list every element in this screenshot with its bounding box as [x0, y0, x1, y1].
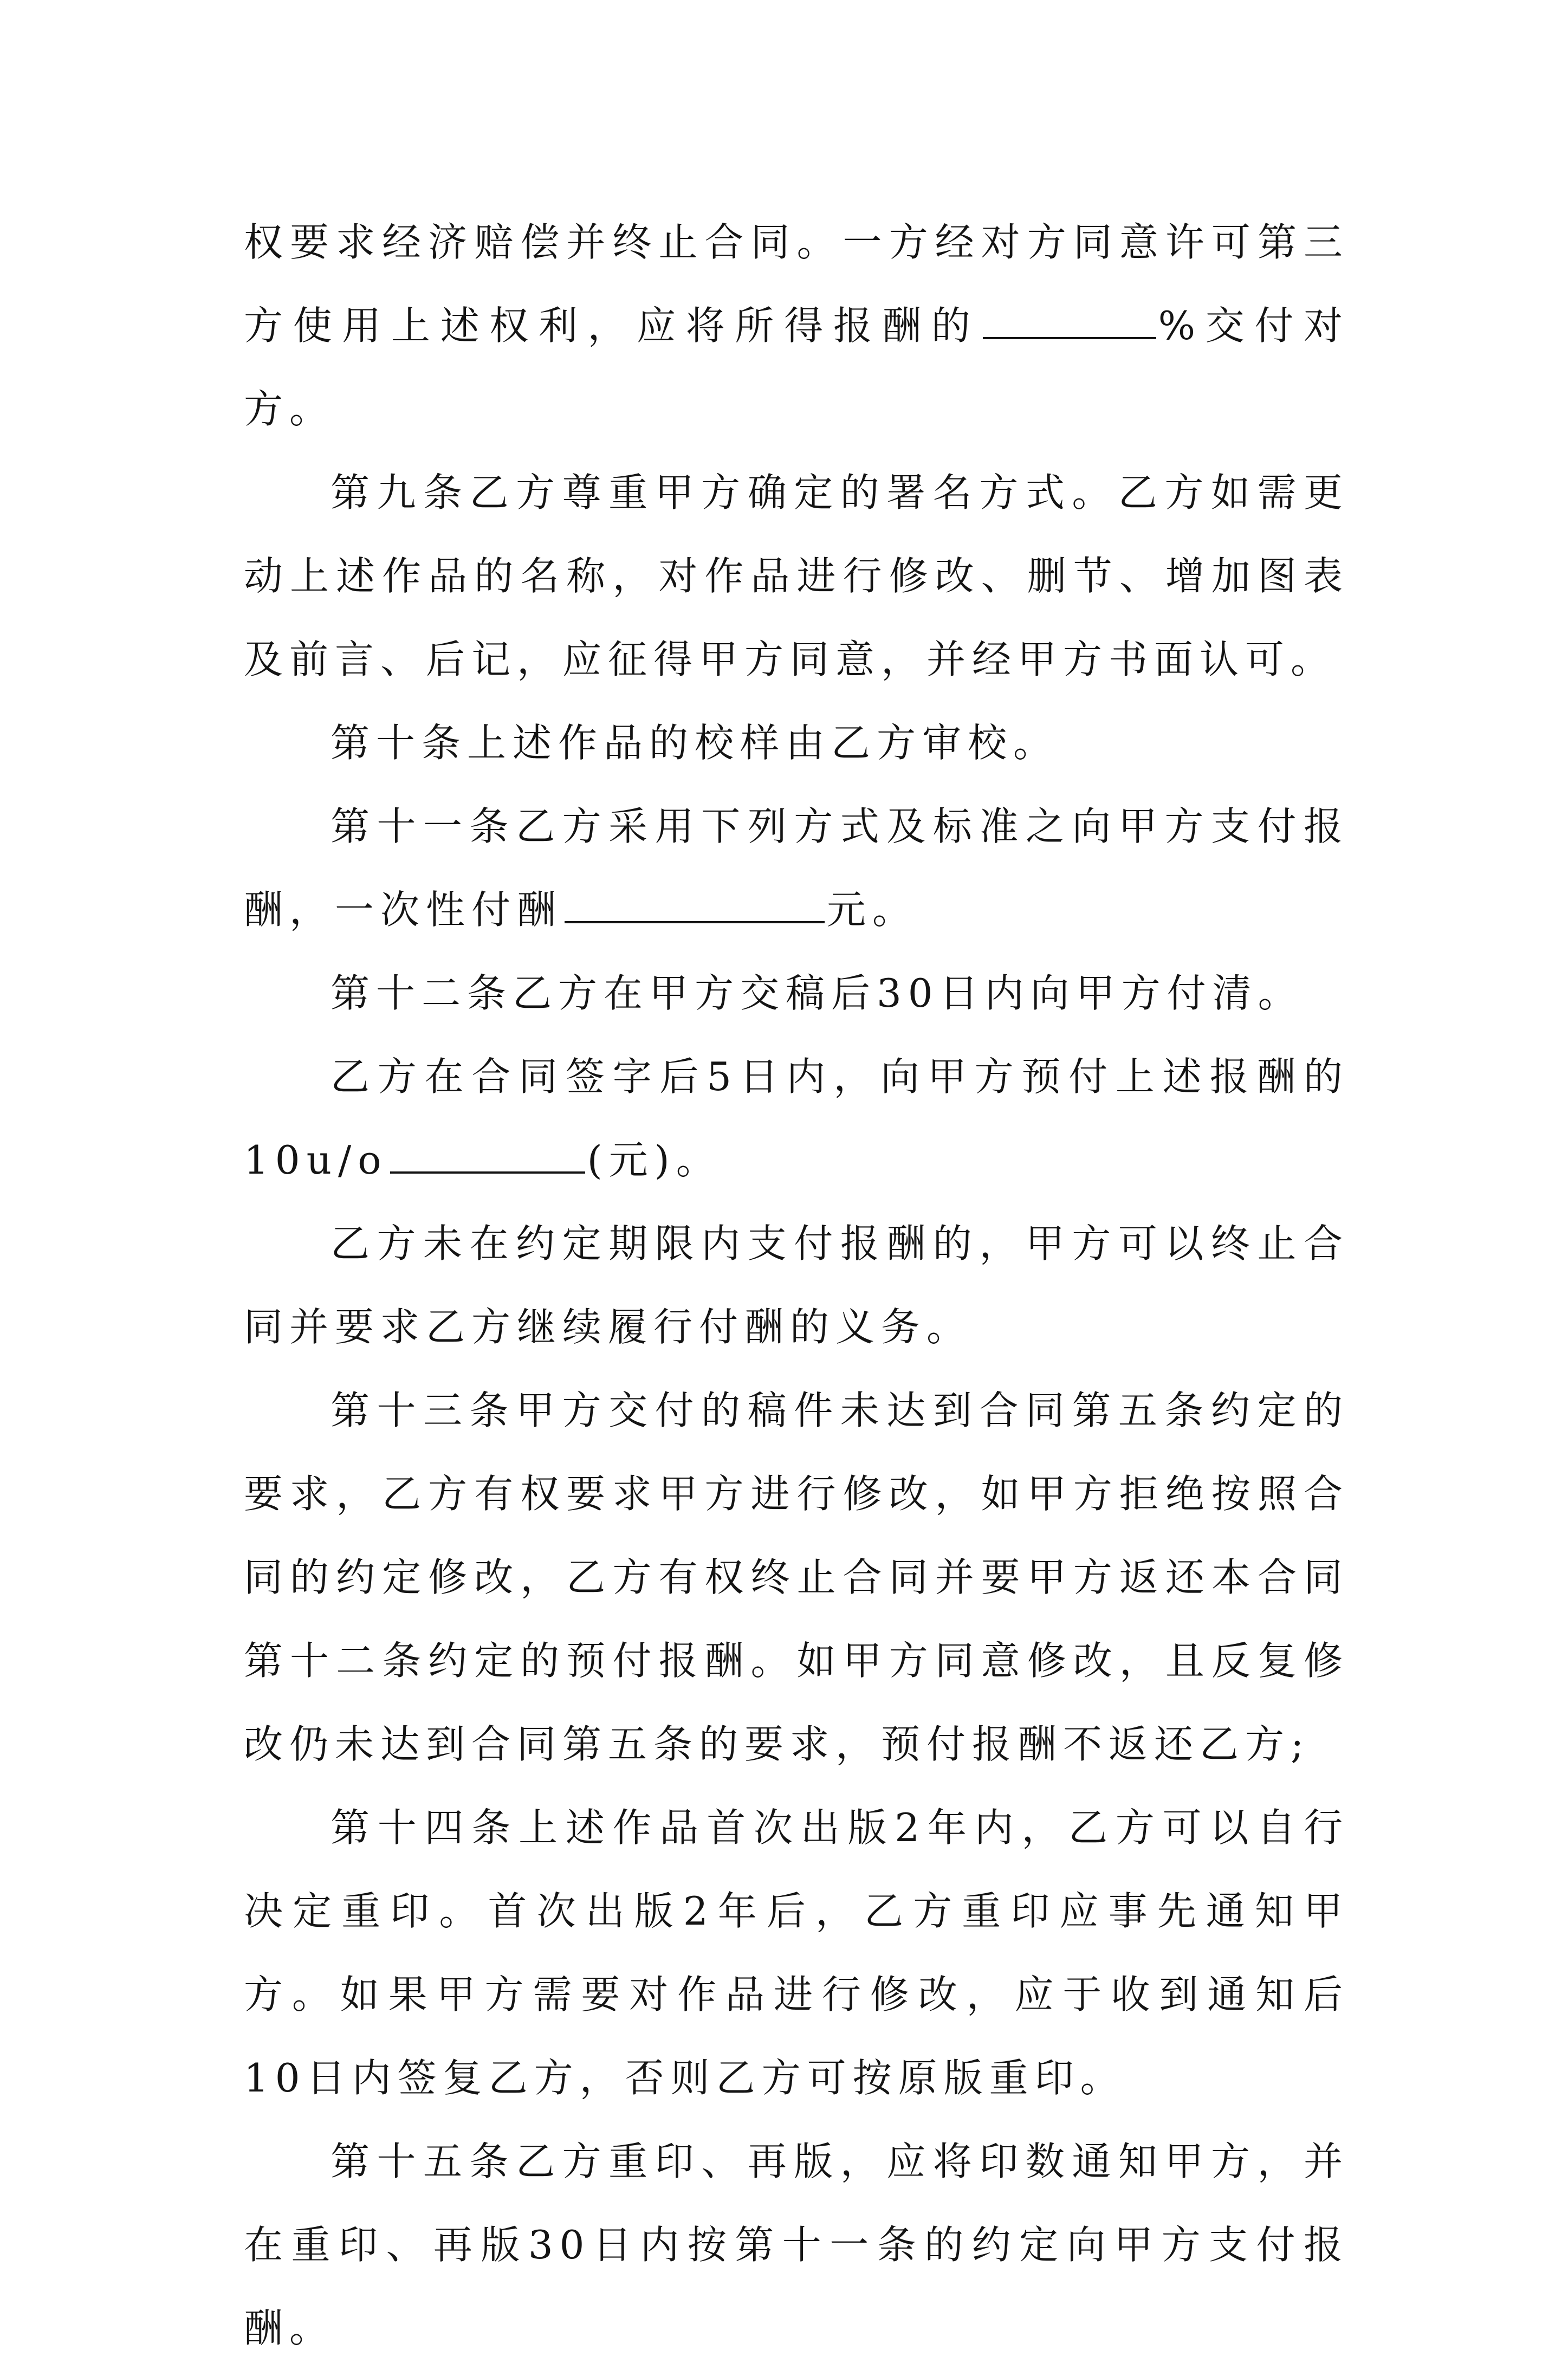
- paragraph-article-12: 第十二条乙方在甲方交稿后30日内向甲方付清。: [331, 970, 1304, 1016]
- fill-in-blank-percentage: [983, 305, 1156, 339]
- paragraph-article-15: 第十五条乙方重印、再版，应将印数通知甲方，并在重印、再版30日内按第十一条的约定向甲方支付报酬。: [244, 2139, 1349, 2351]
- text-segment: %交付对方。: [244, 303, 1349, 432]
- text-segment: 第十一条乙方采用下列方式及标准之向甲方支付报酬，一次性付酬: [244, 804, 1349, 933]
- paragraph-advance-payment: [244, 1035, 1349, 1202]
- paragraph-continuation: [244, 200, 1349, 451]
- text-segment: 元。: [827, 887, 918, 933]
- text-segment: (元)。: [587, 1137, 722, 1183]
- text-segment: 乙方在合同签字后5日内，向甲方预付上述报酬的10u/o: [244, 1054, 1349, 1183]
- fill-in-blank-advance: [390, 1139, 585, 1174]
- document-body: [244, 200, 1349, 2370]
- paragraph-article-11: [244, 785, 1349, 951]
- fill-in-blank-amount: [565, 889, 825, 923]
- text-segment: 权要求经济赔偿并终止合同。一方经对方同意许可第三方使用上述权利，应将所得报酬的: [244, 219, 1349, 348]
- paragraph-article-14: 第十四条上述作品首次出版2年内，乙方可以自行决定重印。首次出版2年后，乙方重印应事先通知甲方。如果甲方需要对作品进行修改，应于收到通知后10日内签复乙方，否则乙方可按原版重印。: [244, 1805, 1349, 2101]
- paragraph-late-payment: 乙方未在约定期限内支付报酬的，甲方可以终止合同并要求乙方继续履行付酬的义务。: [244, 1221, 1349, 1350]
- paragraph-article-13: 第十三条甲方交付的稿件未达到合同第五条约定的要求，乙方有权要求甲方进行修改，如甲方拒绝按照合同的约定修改，乙方有权终止合同并要甲方返还本合同第十二条约定的预付报酬。如甲方同意修改，且反复修改仍未达到合同第五条的要求，预付报酬不返还乙方;: [244, 1388, 1349, 1767]
- paragraph-article-9: 第九条乙方尊重甲方确定的署名方式。乙方如需更动上述作品的名称，对作品进行修改、删节、增加图表及前言、后记，应征得甲方同意，并经甲方书面认可。: [244, 470, 1349, 682]
- paragraph-article-10: 第十条上述作品的校样由乙方审校。: [331, 720, 1059, 766]
